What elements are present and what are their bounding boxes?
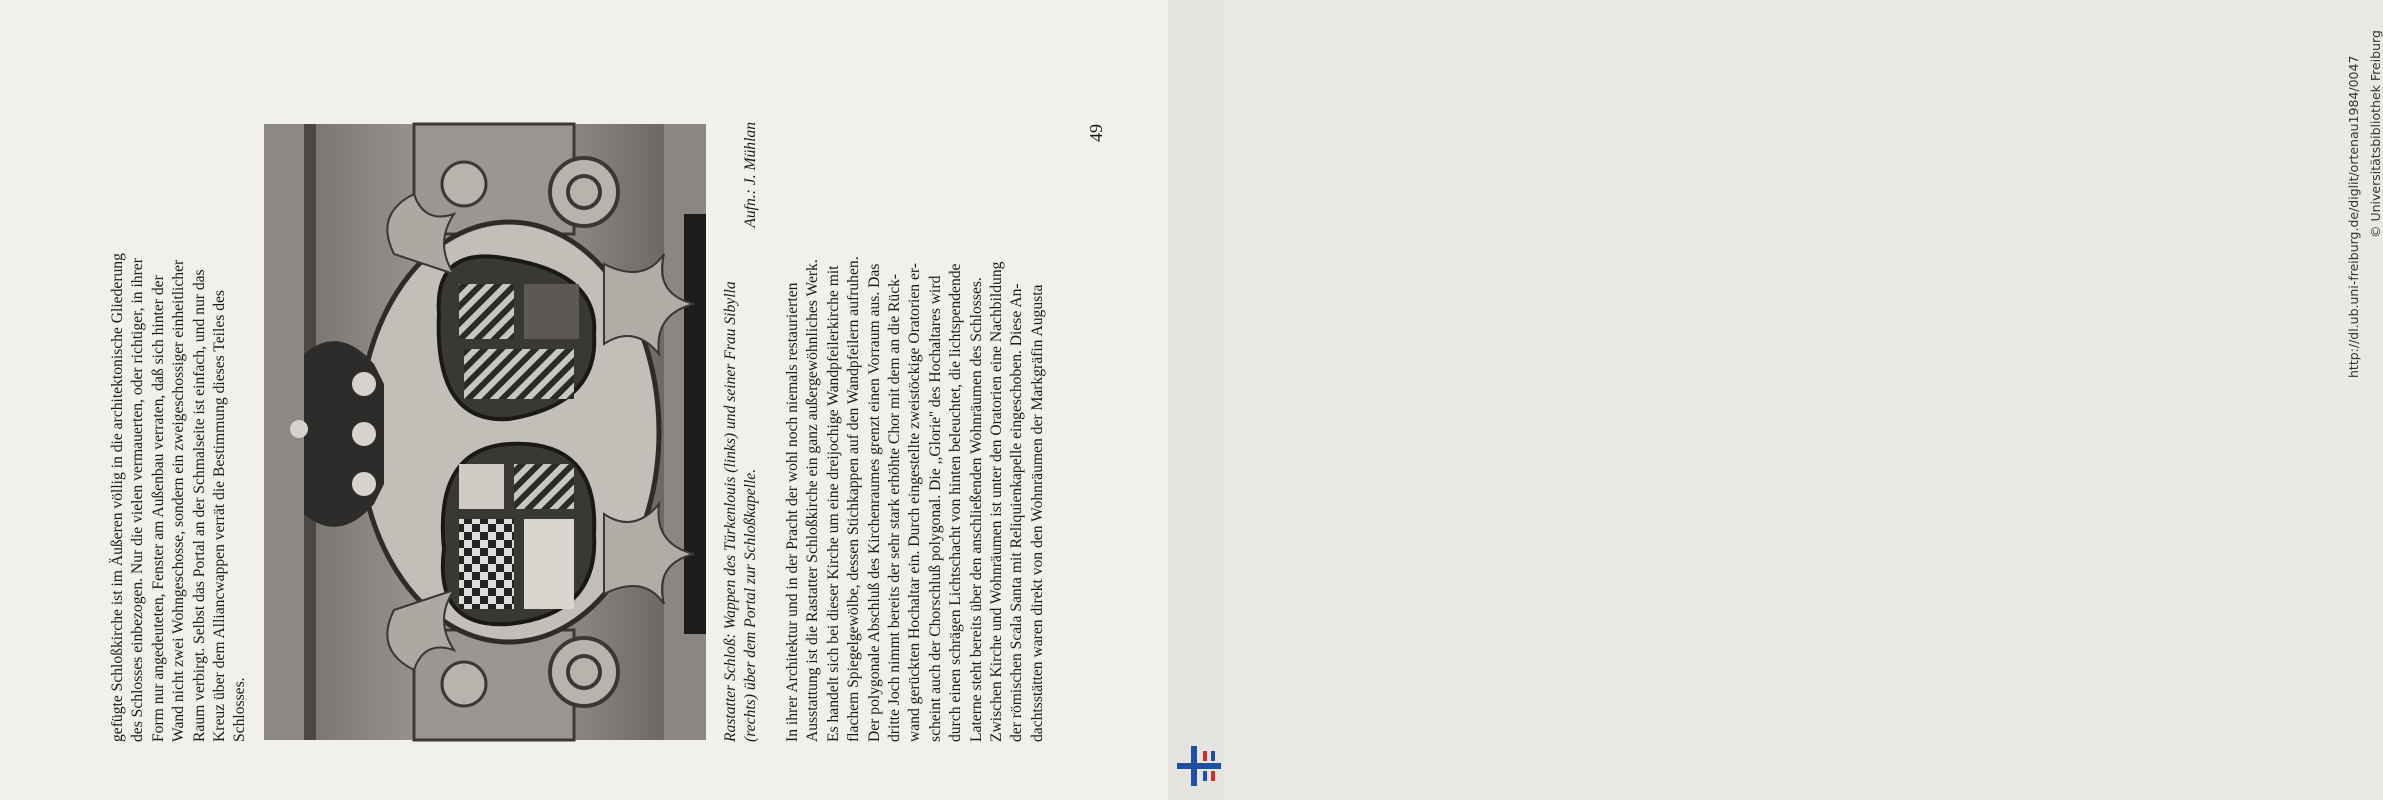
paragraph-top xyxy=(108,122,251,742)
paragraph-line: Es handelt sich bei dieser Kirche um eine dreijochige Wandpfeilerkirche mit xyxy=(824,265,842,742)
paragraph-line: Wand nicht zwei Wohngeschosse, sondern ein zweigeschossiger einheitlicher xyxy=(170,259,188,742)
caption-line-1: Rastatter Schloß: Wappen des Türkenlouis (links) und seiner Frau Sibylla xyxy=(722,281,739,742)
ub-freiburg-logo-icon xyxy=(1177,746,1221,786)
scanned-page xyxy=(0,0,1168,800)
paragraph-line: gefügte Schloßkirche ist im Äußeren völlig in die architektonische Gliederung xyxy=(109,253,126,742)
paragraph-line: scheint auch der Chorschluß polygonal. Die ,,Glorie'' des Hochaltares wird xyxy=(926,275,944,742)
paragraph-line: In ihrer Architektur und in der Pracht der wohl noch niemals restaurierten xyxy=(784,282,801,742)
paragraph-line: Form nur angedeuteten, Fenster am Außenbau verraten, daß sich hinter der xyxy=(149,275,167,742)
coat-of-arms-relief-icon xyxy=(264,124,706,740)
paragraph-line: Ausstattung ist die Rastatter Schloßkirche ein ganz außergewöhnliches Werk. xyxy=(804,259,822,742)
paragraph-line: der römischen Scala Santa mit Reliquienkapelle eingeschoben. Diese An- xyxy=(1008,283,1026,742)
figure-caption xyxy=(721,122,762,742)
paragraph-line: flachem Spiegelgewölbe, dessen Stichkappen auf den Wandpfeilern aufruhen. xyxy=(845,256,863,742)
paragraph-line: dritte Joch nimmt bereits der sehr stark erhöhte Chor mit dem an die Rück- xyxy=(886,273,904,742)
paragraph-line: Raum verbirgt. Selbst das Portal an der Schmalseite ist einfach, und nur das xyxy=(190,269,208,742)
paragraph-line: des Schlosses einbezogen. Nur die vielen vermauerten, oder richtiger, in ihrer xyxy=(129,258,147,742)
page-number: 49 xyxy=(1086,124,1106,142)
paragraph-line: dachtsstätten waren direkt von den Wohnräumen der Markgräfin Augusta xyxy=(1028,284,1046,742)
paragraph-line: Schlosses. xyxy=(231,677,249,742)
permalink-url[interactable]: http://dl.ub.uni-freiburg.de/diglit/ortenau1984/0047 xyxy=(2346,55,2361,378)
paragraph-line: durch einen schrägen Lichtschacht von hinten beleuchtet, die lichtspendende xyxy=(947,263,965,742)
copyright-notice: © Universitätsbibliothek Freiburg xyxy=(2368,30,2383,238)
paragraph-line: Der polygonale Abschluß des Kirchenraumes grenzt einen Vorraum aus. Das xyxy=(865,263,883,742)
paragraph-bottom xyxy=(783,122,1048,742)
paragraph-line: Kreuz über dem Alliancwappen verrät die Bestimmung dieses Teiles des xyxy=(211,289,229,742)
paragraph-line: Zwischen Kirche und Wohnräumen ist unter den Oratorien eine Nachbildung xyxy=(988,261,1006,742)
library-sidebar xyxy=(1168,0,2383,800)
caption-line-2: (rechts) über dem Portal zur Schloßkapelle. xyxy=(742,468,760,742)
photo-credit: Aufn.: J. Mühlan xyxy=(742,122,760,228)
paragraph-line: wand gerückten Hochaltar ein. Durch eingestellte zweistöckige Oratorien er- xyxy=(906,263,924,742)
paragraph-line: Laterne steht bereits über den anschließenden Wohnräumen des Schlosses. xyxy=(967,277,985,742)
coat-of-arms-photo xyxy=(264,124,706,740)
